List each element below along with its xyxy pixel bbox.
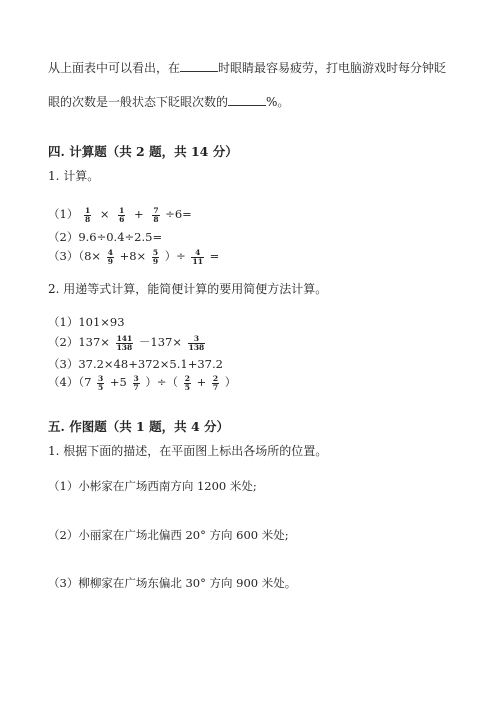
question-label: 1. 根据下面的描述，在平面图上标出各场所的位置。 [48, 444, 328, 458]
drawing-item-3: （3）柳柳家在广场东偏北 30° 方向 900 米处。 [48, 576, 297, 590]
drawing-item-2: （2）小丽家在广场北偏西 20° 方向 600 米处; [48, 528, 289, 542]
paragraph-line-1 [48, 60, 446, 76]
question-label: 2. 用递等式计算，能简便计算的要用简便方法计算。 [48, 282, 328, 296]
paragraph-line-2 [48, 94, 289, 110]
section-title: 五. 作图题（共 1 题，共 4 分） [48, 419, 230, 434]
fraction: $\frac{141}{138}$ [116, 333, 133, 352]
answer-blank[interactable] [180, 71, 218, 72]
answer-blank[interactable] [228, 105, 266, 106]
section-title: 四. 计算题（共 2 题，共 14 分） [48, 144, 238, 159]
calc-item-1: （1） $\frac{1}{8}$ × $\frac{1}{6}$ + $\frac{7}{8}$ ÷6= [48, 205, 192, 224]
calc-item-2: （2）137× $\frac{141}{138}$ －137× $\frac{3}{138}$ [48, 333, 205, 352]
fraction: $\frac{2}{7}$ [212, 373, 219, 392]
calc-item-2: （2）9.6÷0.4÷2.5= [48, 230, 163, 244]
drawing-item-1: （1）小彬家在广场西南方向 1200 米处; [48, 479, 257, 493]
paragraph-text: 时眼睛最容易疲劳，打电脑游戏时每分钟眨 [218, 61, 447, 75]
fraction: $\frac{4}{11}$ [192, 247, 203, 266]
calc-item-1: （1）101×93 [48, 315, 125, 329]
fraction: $\frac{2}{5}$ [184, 373, 190, 392]
fraction: $\frac{3}{5}$ [98, 373, 104, 392]
paragraph-text: 眼的次数是一般状态下眨眼次数的 [48, 95, 229, 109]
question-label: 1. 计算。 [48, 169, 100, 183]
calc-item-4: （4）（7 $\frac{3}{5}$ +5 $\frac{3}{7}$ ）÷（ $\frac{2}{5}$ + $\frac{2}{7}$ ） [48, 373, 237, 392]
fraction: $\frac{5}{9}$ [152, 247, 159, 266]
fraction: $\frac{1}{8}$ [84, 205, 91, 224]
calc-item-3: （3）37.2×48+372×5.1+37.2 [48, 357, 223, 371]
fraction: $\frac{3}{7}$ [133, 373, 139, 392]
paragraph-text: 从上面表中可以看出，在 [48, 61, 181, 75]
fraction: $\frac{1}{6}$ [119, 205, 125, 224]
calc-item-3: （3）（8× $\frac{4}{9}$ +8× $\frac{5}{9}$ ）÷ $\frac{4}{11}$ = [48, 247, 220, 266]
fraction: $\frac{4}{9}$ [107, 247, 113, 266]
fraction: $\frac{3}{138}$ [188, 333, 205, 352]
fraction: $\frac{7}{8}$ [153, 205, 159, 224]
paragraph-text: %。 [266, 95, 290, 109]
